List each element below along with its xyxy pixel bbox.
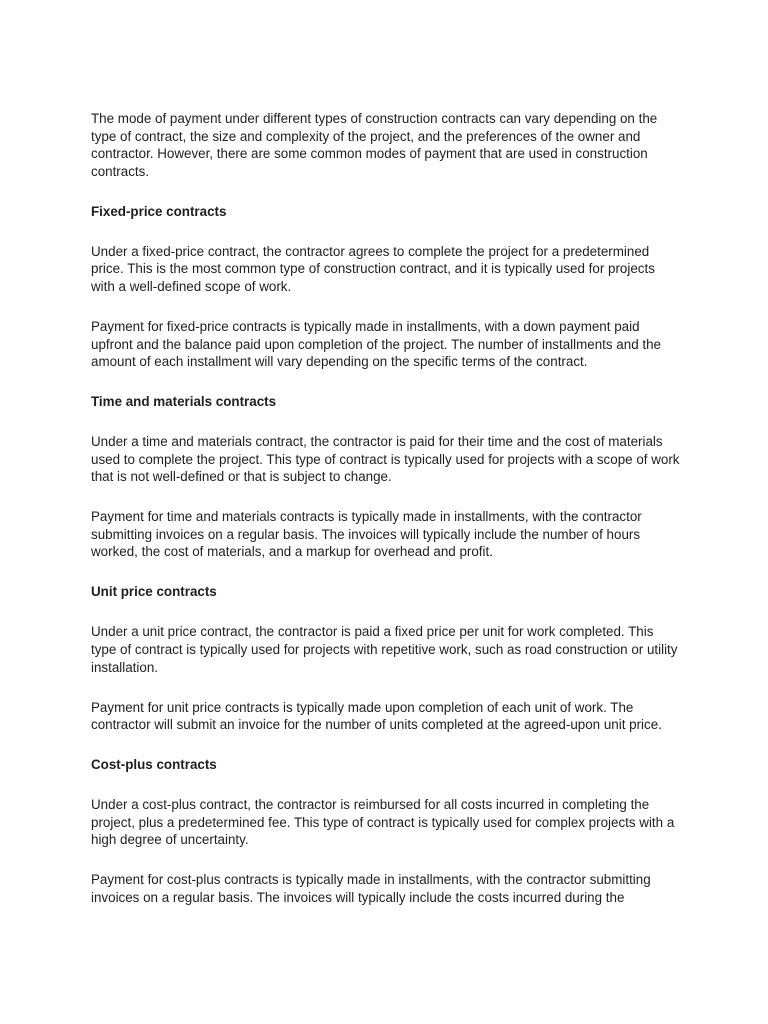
- document-body: [91, 110, 681, 929]
- fixed-price-paragraph-2: Payment for fixed-price contracts is typically made in installments, with a down payment paid upfront and the balance paid upon completion of the project. The number of installments and the amount of each installment will vary depending on the specific terms of the contract.: [91, 318, 661, 370]
- cost-plus-paragraph-2: Payment for cost-plus contracts is typically made in installments, with the contractor submitting invoices on a regular basis. The invoices will typically include the costs incurred during the: [91, 872, 651, 905]
- time-and-materials-paragraph-1: Under a time and materials contract, the contractor is paid for their time and the cost of materials used to complete the project. This type of contract is typically used for projects with a scope of work that is not well-defined or that is subject to change.: [91, 434, 680, 485]
- unit-price-paragraph-2: Payment for unit price contracts is typically made upon completion of each unit of work. The contractor will submit an invoice for the number of units completed at the agreed-upon unit price.: [91, 699, 662, 733]
- unit-price-paragraph-1: Under a unit price contract, the contractor is paid a fixed price per unit for work completed. This type of contract is typically used for projects with repetitive work, such as road construction or utility installation.: [91, 624, 678, 675]
- cost-plus-paragraph-1: Under a cost-plus contract, the contractor is reimbursed for all costs incurred in completing the project, plus a predetermined fee. This type of contract is typically used for complex projects with a high degree of uncertainty.: [91, 797, 675, 848]
- intro-paragraph: The mode of payment under different types of construction contracts can vary depending on the type of contract, the size and complexity of the project, and the preferences of the owner and contractor. However, there are some common modes of payment that are used in construction contracts.: [91, 111, 658, 179]
- section-heading-fixed-price: Fixed-price contracts: [91, 203, 227, 219]
- section-heading-time-and-materials: Time and materials contracts: [91, 394, 277, 410]
- time-and-materials-paragraph-2: Payment for time and materials contracts is typically made in installments, with the contractor submitting invoices on a regular basis. The invoices will typically include the number of hours worked, the cost of materials, and a markup for overhead and profit.: [91, 509, 642, 560]
- section-heading-cost-plus: Cost-plus contracts: [91, 757, 217, 773]
- fixed-price-paragraph-1: Under a fixed-price contract, the contractor agrees to complete the project for a predetermined price. This is the most common type of construction contract, and it is typically used for projects with a well-defined scope of work.: [91, 243, 655, 294]
- section-heading-unit-price: Unit price contracts: [91, 584, 217, 600]
